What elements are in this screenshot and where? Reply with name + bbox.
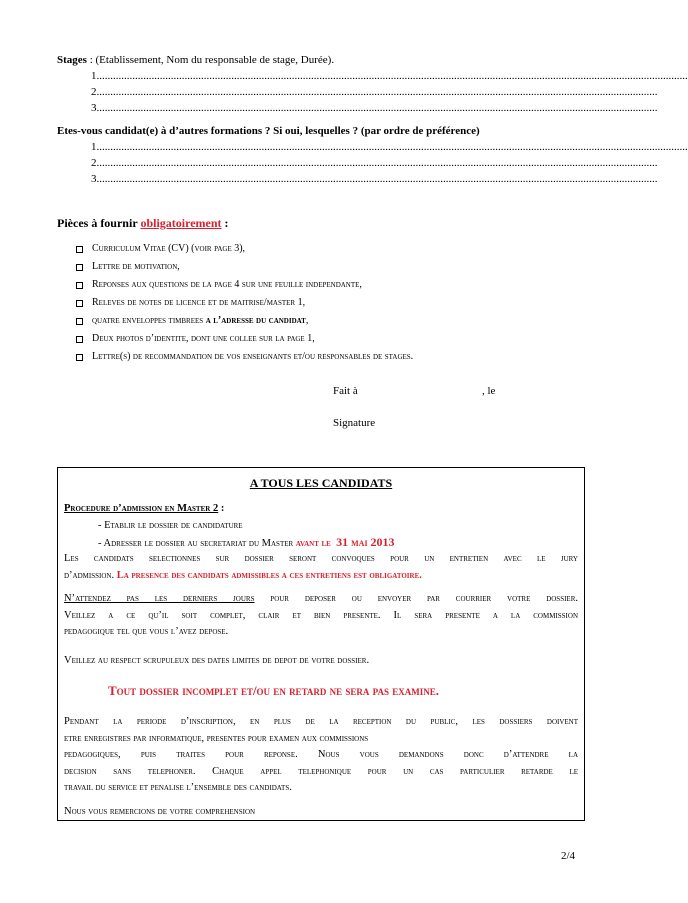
place-label: Fait à: [333, 385, 358, 397]
documents-heading-prefix: Pièces à fournir: [57, 216, 141, 230]
checkbox-icon[interactable]: [76, 282, 83, 289]
date-field[interactable]: [505, 383, 585, 398]
page-number: 2/4: [561, 850, 576, 862]
checkbox-icon[interactable]: [76, 318, 83, 325]
registration-paragraph-line-1: Pendant la periode d’inscription, en plus de la reception du public, les dossiers doivent: [64, 716, 578, 727]
checkbox-icon[interactable]: [76, 354, 83, 361]
stages-heading: [57, 54, 334, 67]
stages-label: Stages: [57, 54, 87, 66]
other-applications-line-2[interactable]: 2............................................................................................................................................................................................................: [91, 157, 658, 169]
procedure-step-2: - Adresser le dossier au secretariat du Master avant le 31 mai 2013: [98, 535, 395, 549]
place-field[interactable]: [372, 383, 480, 398]
other-applications-line-3[interactable]: 3............................................................................................................................................................................................................: [91, 173, 658, 185]
signature-field[interactable]: [333, 432, 583, 456]
deadline-paragraph-line-1: N’attendez pas les derniers jours pour deposer ou envoyer par courrier votre dossier.: [64, 593, 578, 604]
notice-title: A TOUS LES CANDIDATS: [249, 476, 393, 490]
selection-paragraph-line-2: d’admission. La presence des candidats admissibles a ces entretiens est obligatoire.: [64, 570, 422, 581]
dates-reminder: Veillez au respect scrupuleux des dates limites de depot de votre dossier.: [64, 655, 370, 666]
registration-paragraph-line-4: decision sans telephoner. Chaque appel telephonique pour un cas particulier retarde le: [64, 766, 578, 777]
stages-line-1[interactable]: 1.......................................................................................................................................................................................................................: [91, 70, 688, 82]
documents-heading-suffix: :: [221, 216, 229, 230]
registration-paragraph-line-5: travail du service et penalise l’ensemble des candidats.: [64, 782, 292, 793]
candidates-notice-box: [57, 467, 585, 821]
admission-procedure-heading: Procedure d’admission en Master 2 :: [64, 503, 225, 514]
checkbox-icon[interactable]: [76, 246, 83, 253]
deadline-paragraph-line-2: Veillez a ce qu’il soit complet, clair et bien presente. Il sera presente a la commission: [64, 610, 578, 621]
documents-heading: [57, 216, 229, 230]
other-applications-line-1[interactable]: 1.......................................................................................................................................................................................................................: [91, 141, 688, 153]
procedure-step-1: - Etablir le dossier de candidature: [98, 520, 243, 531]
checkbox-icon[interactable]: [76, 300, 83, 307]
stages-description: : (Etablissement, Nom du responsable de stage, Durée).: [86, 54, 335, 66]
signature-label: Signature: [333, 417, 376, 429]
other-applications-question: Etes-vous candidat(e) à d’autres formations ? Si oui, lesquelles ? (par ordre de préférence): [57, 125, 480, 137]
thanks-note: Nous vous remercions de votre comprehension: [64, 806, 256, 817]
incomplete-warning: Tout dossier incomplet et/ou en retard ne sera pas examine.: [108, 683, 439, 698]
documents-heading-emphasis: obligatoirement: [140, 216, 222, 230]
date-label: , le: [482, 385, 496, 397]
checkbox-icon[interactable]: [76, 264, 83, 271]
checkbox-icon[interactable]: [76, 336, 83, 343]
deadline-paragraph-line-3: pedagogique tel que vous l’avez depose.: [64, 626, 229, 637]
stages-line-2[interactable]: 2............................................................................................................................................................................................................: [91, 86, 658, 98]
registration-paragraph-line-2: etre enregistres par informatique, presentes pour examen aux commissions: [64, 733, 369, 744]
stages-line-3[interactable]: 3............................................................................................................................................................................................................: [91, 102, 658, 114]
registration-paragraph-line-3: pedagogiques, puis traites pour reponse. Nous vous demandons donc d’attendre la: [64, 749, 578, 760]
selection-paragraph-line-1: Les candidats selectionnes sur dossier seront convoques pour un entretien avec le jury: [64, 553, 578, 564]
